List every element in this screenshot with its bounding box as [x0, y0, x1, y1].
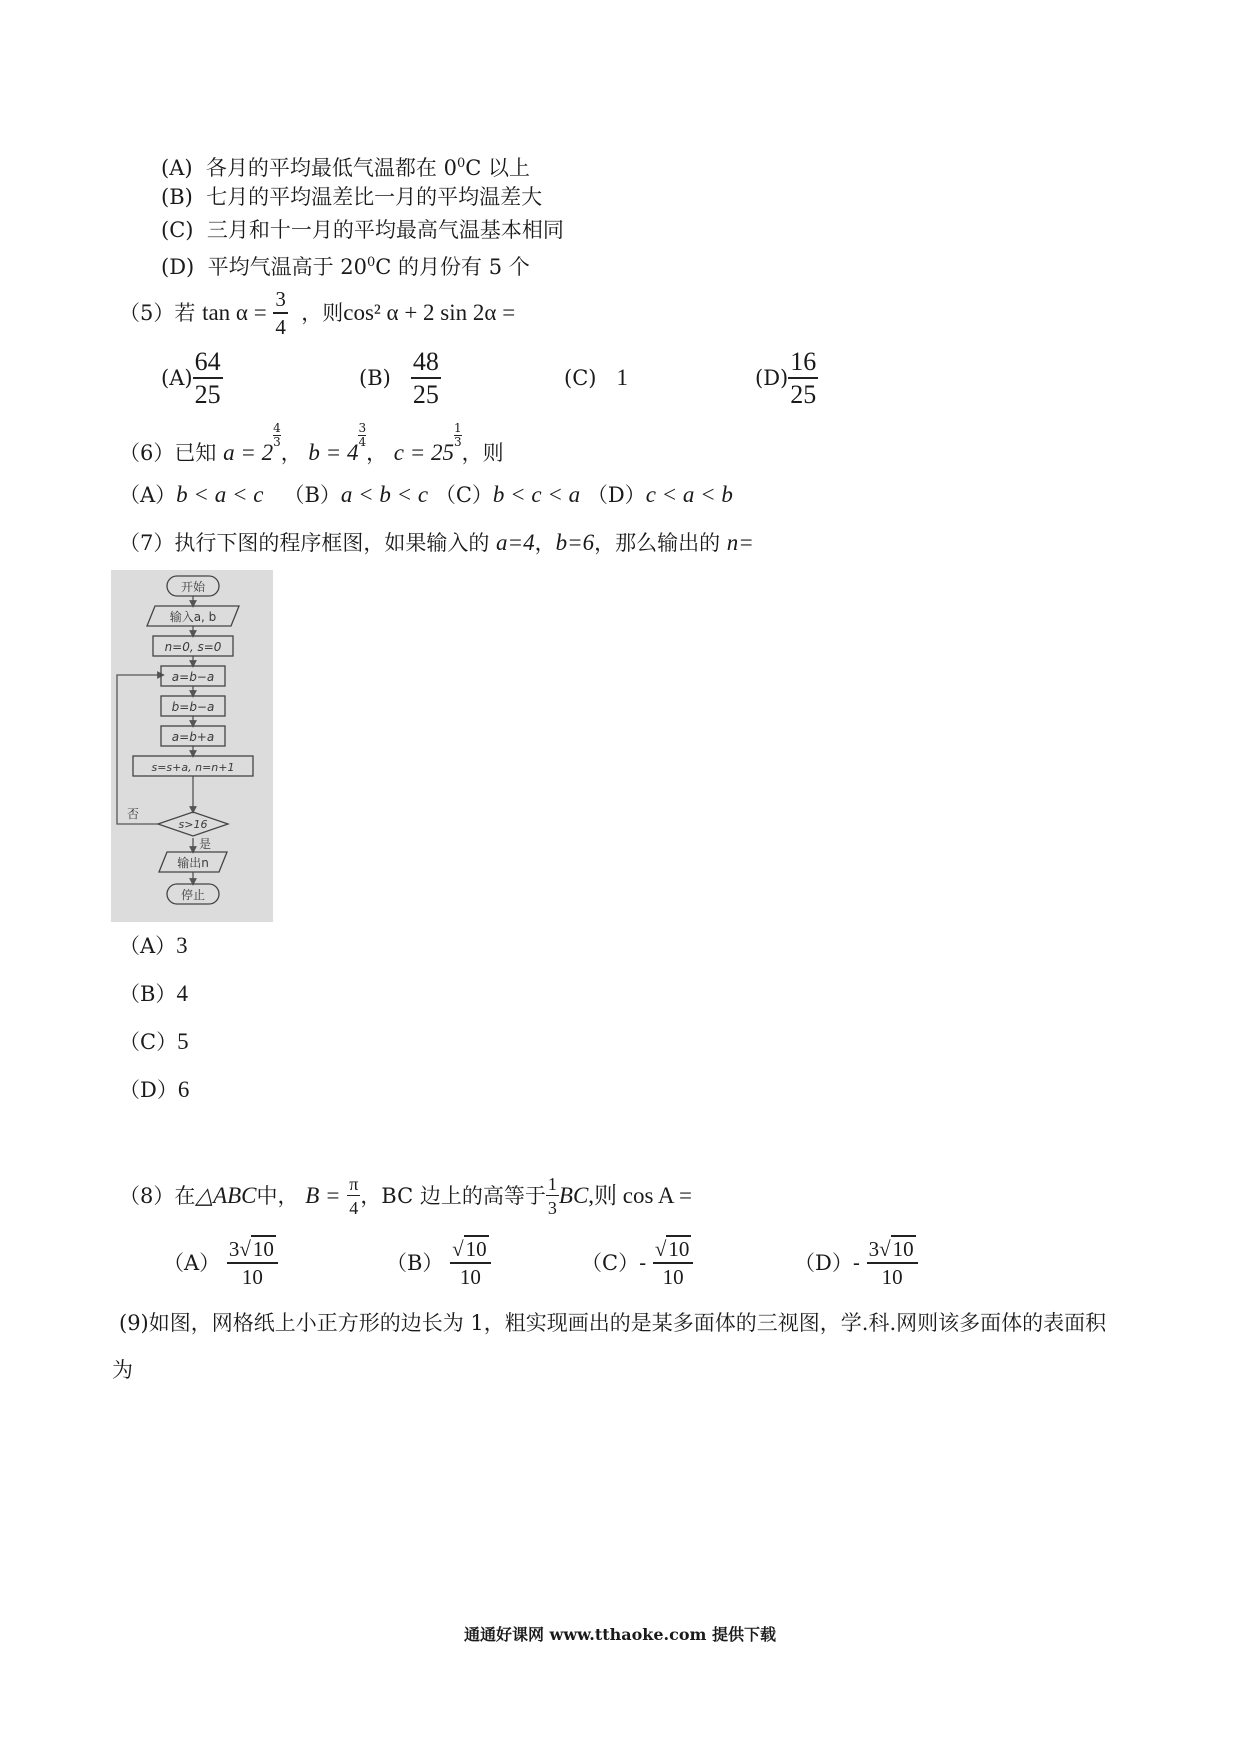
q4-option-c: (C) 三月和十一月的平均最高气温基本相同: [161, 218, 564, 242]
q5-option-c: (C) 1: [564, 365, 628, 390]
fraction: $\frac{3√10}{10}$: [867, 1239, 918, 1288]
flowchart-output-label: 输出n: [177, 856, 209, 870]
q7-option-c: （C）5: [119, 1029, 189, 1054]
q5-option-d: (D) $\frac{16}{25}$: [755, 346, 817, 409]
flowchart-step1-label: a=b−a: [171, 670, 215, 684]
q5-option-b: (B) $\frac{48}{25}$: [359, 346, 439, 409]
option-label: (C): [161, 218, 194, 242]
q6-stem: （6）已知 a = 2 $\frac{4}{3}$ ， b = 4 $\frac{3}{4}$ ， c = 25 $\frac{1}{3}$ ，则: [119, 421, 504, 465]
q5-option-a: (A) $\frac{64}{25}$: [161, 346, 221, 409]
fraction: $\frac{√10}{10}$: [450, 1239, 491, 1288]
fraction: $\frac{64}{25}$: [194, 346, 221, 409]
exponent-fraction: $\frac{3}{4}$: [358, 421, 367, 449]
flowchart-image: [111, 570, 273, 922]
flowchart-yes-label: 是: [198, 837, 212, 851]
footer-text: 通通好课网 www.tthaoke.com 提供下载: [463, 1625, 777, 1644]
q4-option-b: (B) 七月的平均温差比一月的平均温差大: [161, 185, 543, 209]
fraction: $\frac{1}{3}$: [547, 1174, 557, 1218]
flowchart-init-label: n=0, s=0: [164, 640, 222, 654]
q6-options: （A）b < a < c （B）a < b < c （C）b < c < a （D）c < a < b: [119, 482, 733, 507]
q5-stem: （5）若 tan α = $\frac{3}{4}$ ，则 cos² α + 2 sin 2α =: [119, 286, 516, 339]
flowchart-step2-label: b=b−a: [171, 700, 215, 714]
option-label: (A): [161, 156, 193, 180]
q8-option-a: （A） $\frac{3√10}{10}$: [163, 1233, 278, 1293]
flowchart-start-label: 开始: [180, 580, 206, 594]
fraction: $\frac{3}{4}$: [275, 286, 286, 339]
option-label: (B): [161, 185, 193, 209]
fraction: $\frac{3√10}{10}$: [227, 1239, 278, 1288]
q4-option-d: (D) 平均气温高于 $20^0C$ 的月份有 5 个: [161, 255, 530, 279]
exponent-fraction: $\frac{4}{3}$: [273, 421, 281, 449]
q7-option-b: （B）4: [119, 981, 188, 1006]
fraction: $\frac{√10}{10}$: [653, 1239, 694, 1288]
flowchart-step4-label: s=s+a, n=n+1: [151, 761, 235, 774]
flowchart-no-label: 否: [126, 807, 140, 821]
q7-option-a: （A）3: [119, 933, 188, 958]
q7-stem: （7）执行下图的程序框图，如果输入的 a=4，b=6，那么输出的 n=: [119, 530, 754, 555]
q9-line2: 为: [112, 1358, 133, 1382]
q8-option-d: （D） - $\frac{3√10}{10}$: [794, 1233, 918, 1293]
q8-option-b: （B） $\frac{√10}{10}$: [386, 1233, 491, 1293]
exponent-fraction: $\frac{1}{3}$: [454, 421, 462, 449]
q4-option-a: (A) 各月的平均最低气温都在 $0^0C$ 以上: [161, 156, 530, 180]
q8-option-c: （C） - $\frac{√10}{10}$: [581, 1233, 693, 1293]
q9-line1: (9)如图，网格纸上小正方形的边长为 1，粗实现画出的是某多面体的三视图，学.科.网则该多面体的表面积: [119, 1311, 1107, 1335]
fraction: $\frac{16}{25}$: [790, 346, 817, 409]
flowchart-step3-label: a=b+a: [171, 730, 215, 744]
q7-option-d: （D）6: [119, 1077, 190, 1102]
fraction: $\frac{48}{25}$: [412, 346, 439, 409]
fraction: $\frac{\pi}{4}$: [349, 1174, 359, 1218]
flowchart-input-label: 输入a, b: [169, 610, 217, 624]
flowchart-stop-label: 停止: [180, 888, 206, 902]
flowchart-decision-label: s>16: [178, 818, 208, 831]
q8-stem: （8）在 △ABC 中， B = $\frac{\pi}{4}$ ，BC 边上的高等于 $\frac{1}{3}$ BC ,则 cos A =: [119, 1174, 692, 1218]
option-label: (D): [161, 255, 195, 279]
